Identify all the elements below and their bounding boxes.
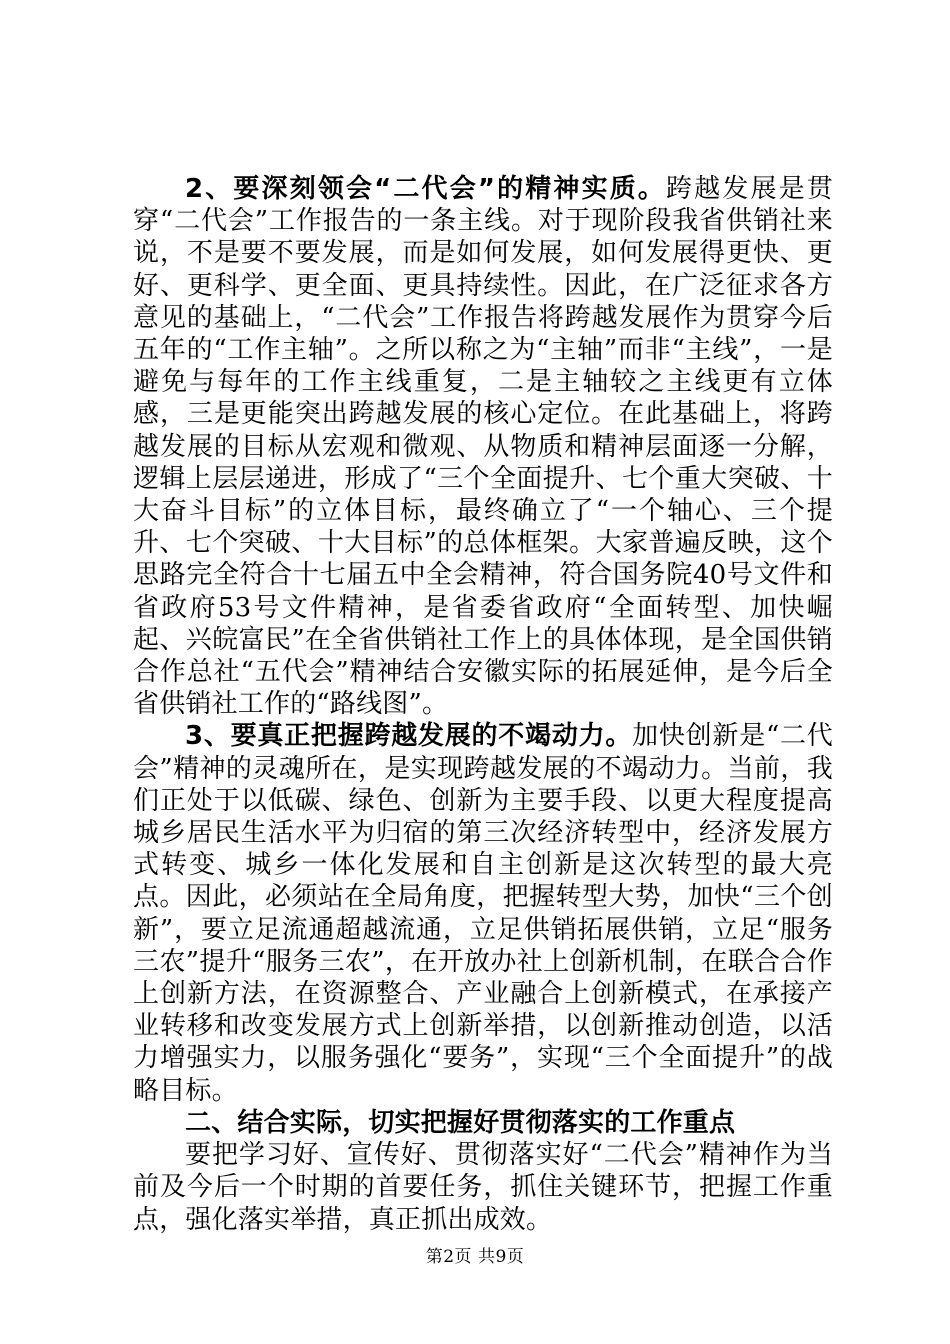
section-heading: 二、结合实际，切实把握好贯彻落实的工作重点 [185, 1107, 736, 1138]
document-body [133, 173, 833, 1236]
paragraph-2 [133, 173, 833, 720]
paragraph-3 [133, 720, 833, 1106]
paragraph-3-text: 加快创新是“二代会”精神的灵魂所在，是实现跨越发展的不竭动力。当前，我们正处于以低碳、绿色、创新为主要手段、以更大程度提高城乡居民生活水平为归宿的第三次经济转型中，经济发展方式转变、城乡一体化发展和自主创新是这次转型的最大亮点。因此，必须站在全局角度，把握转型大势，加快“三个创新”，要立足流通超越流通，立足供销拓展供销，立足“服务三农”提升“服务三农”，在开放办社上创新机制，在联合合作上创新方法，在资源整合、产业融合上创新模式，在承接产业转移和改变发展方式上创新举措，以创新推动创造，以活力增强实力，以服务强化“要务”，实现“三个全面提升”的战略目标。 [133, 721, 833, 1106]
page-number-footer: 第2页 共9页 [425, 1247, 525, 1267]
closing-paragraph: 要把学习好、宣传好、贯彻落实好“二代会”精神作为当前及今后一个时期的首要任务，抓住关键环节，把握工作重点，强化落实举措，真正抓出成效。 [133, 1140, 833, 1235]
paragraph-2-lead: 2、要深刻领会“二代会”的精神实质。 [185, 174, 667, 204]
paragraph-3-lead: 3、要真正把握跨越发展的不竭动力。 [185, 721, 633, 752]
paragraph-2-text: 跨越发展是贯穿“二代会”工作报告的一条主线。对于现阶段我省供销社来说，不是要不要发展，而是如何发展，如何发展得更快、更好、更科学、更全面、更具持续性。因此，在广泛征求各方意见的基础上，“二代会”工作报告将跨越发展作为贯穿今后五年的“工作主轴”。之所以称之为“主轴”而非“主线”，一是避免与每年的工作主线重复，二是主轴较之主线更有立体感，三是更能突出跨越发展的核心定位。在此基础上，将跨越发展的目标从宏观和微观、从物质和精神层面逐一分解，逻辑上层层递进，形成了“三个全面提升、七个重大突破、十大奋斗目标”的立体目标，最终确立了“一个轴心、三个提升、七个突破、十大目标”的总体框架。大家普遍反映，这个思路完全符合十七届五中全会精神，符合国务院40号文件和省政府53号文件精神，是省委省政府“全面转型、加快崛起、兴皖富民”在全省供销社工作上的具体体现，是全国供销合作总社“五代会”精神结合安徽实际的拓展延伸，是今后全省供销社工作的“路线图”。 [133, 174, 833, 720]
